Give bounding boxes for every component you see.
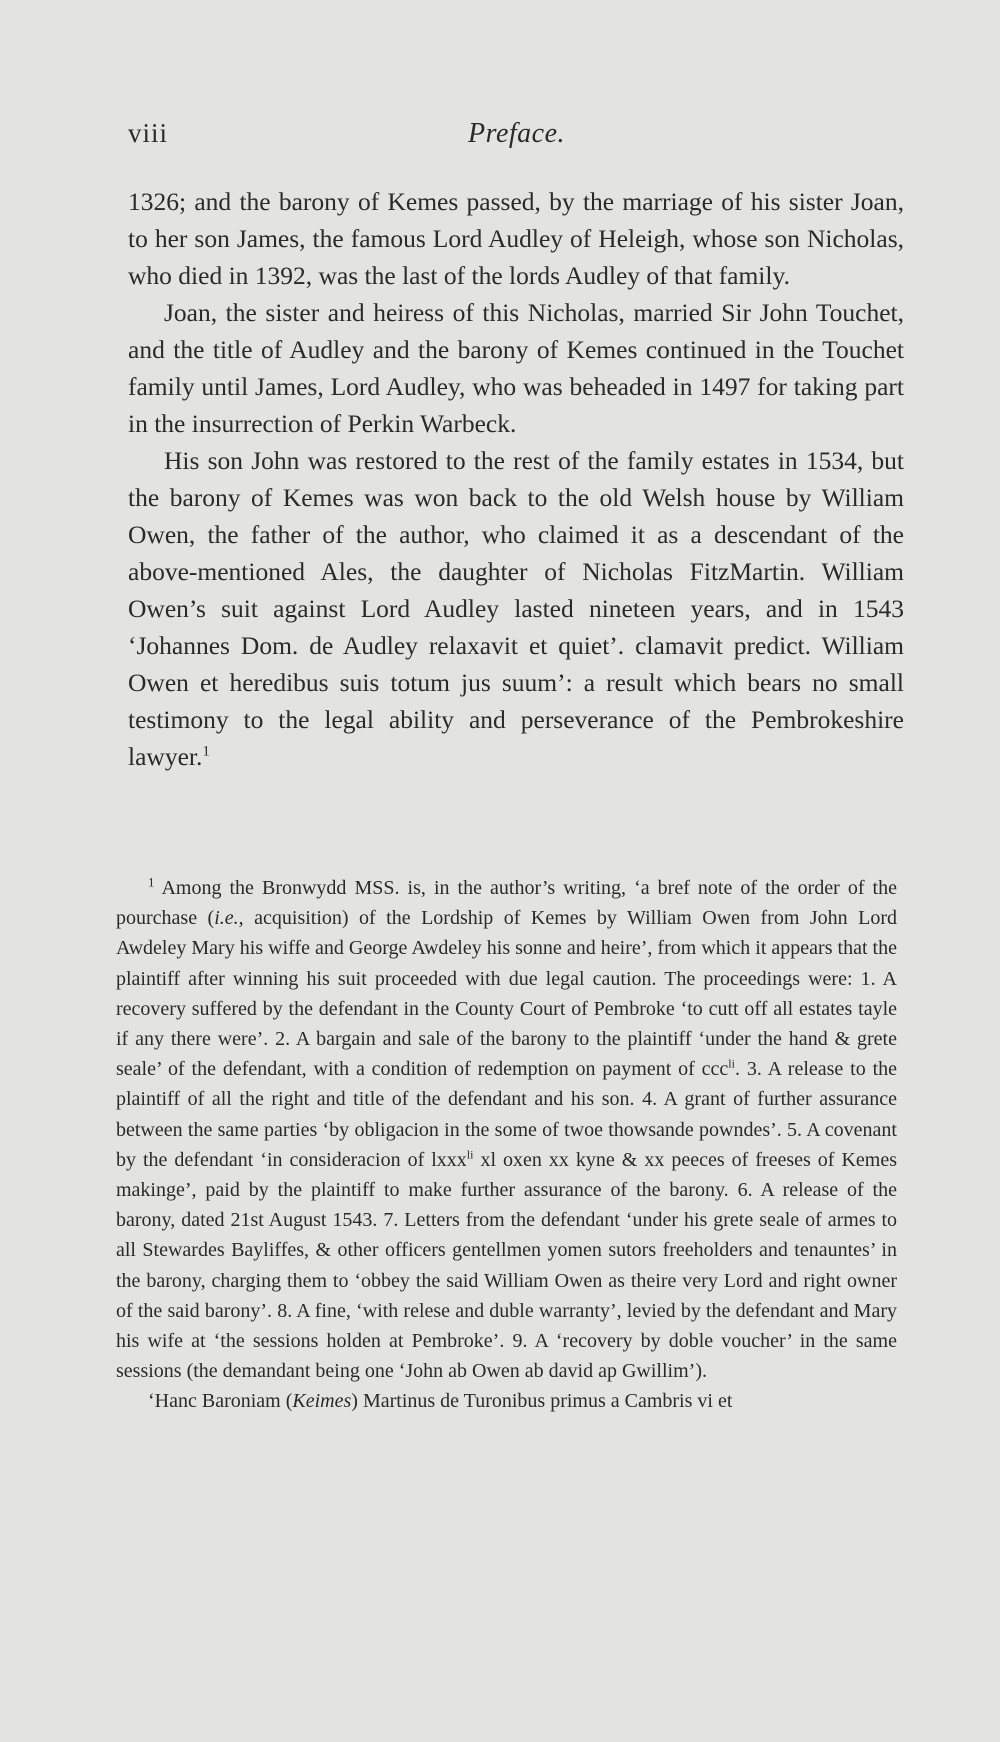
footnote-2-text-b: ) Martinus de Turonibus primus a Cambris vi et bbox=[351, 1390, 733, 1413]
footnote-1-text-b: , acquisition) of the Lordship of Kemes by William Owen from John Lord Awdeley Mary his wiffe and George Awdeley his sonne and heire’, from which it appears that the plaintiff after winning his suit proceeded with due legal caution. The proceedings were: 1. A recovery suffered by the defendant in the County Court of Pembroke ‘to cutt off all estates tayle if any there were’. 2. A bargain and sale of the barony to the plaintiff ‘under the hand & grete seale’ of the defendant, with a condition of redemption on payment of ccc bbox=[116, 907, 898, 1081]
footnote-1-sup-2: li bbox=[466, 1147, 474, 1162]
footnote-1 bbox=[116, 873, 897, 1386]
footnotes bbox=[116, 873, 897, 1417]
footnote-1-mark: 1 bbox=[148, 874, 155, 890]
page-header bbox=[128, 118, 908, 158]
main-text bbox=[128, 183, 904, 775]
paragraph-1-text: 1326; and the barony of Kemes passed, by the marriage of his sister Joan, to her son James, the famous Lord Audley of Heleigh, whose son Nicholas, who died in 1392, was the last of the lords Audley of that family. bbox=[128, 187, 904, 290]
footnote-2-keimes: Keimes bbox=[292, 1390, 352, 1413]
paragraph-1 bbox=[128, 183, 904, 294]
footnote-2-text-a: ‘Hanc Baroniam ( bbox=[148, 1390, 293, 1413]
footnote-1-sup-1: li bbox=[728, 1056, 735, 1071]
paragraph-3-text: His son John was restored to the rest of the family estates in 1534, but the barony of Kemes was won back to the old Welsh house by William Owen, the father of the author, who claimed it as a descendant of the above-mentioned Ales, the daughter of Nicholas FitzMartin. William Owen’s suit against Lord Audley lasted nineteen years, and in 1543 ‘Johannes Dom. de Audley relaxavit et quiet’. clamavit predict. William Owen et heredibus suis totum jus suum’: a result which bears no small testimony to the legal ability and perseverance of the Pembrokeshire lawyer. bbox=[128, 446, 904, 771]
footnote-2 bbox=[116, 1386, 897, 1416]
paragraph-3 bbox=[128, 442, 904, 775]
footnote-1-text-c: . 3. A release to the plaintiff of all the right and title of the defendant and his son. 4. A grant of further assurance between the same parties ‘by obligacion in the some of twoe thowsande powndes’. 5. A covenant by the defendant ‘in consideracion of lxxx bbox=[116, 1058, 897, 1171]
footnote-1-text-d: xl oxen xx kyne & xx peeces of freeses of Kemes makinge’, paid by the plaintiff to make further assurance of the barony. 6. A release of the barony, dated 21st August 1543. 7. Letters from the defendant ‘under his grete seale of armes to all Stewardes Bayliffes, & other officers gentellmen yomen sutors freeholders and tenauntes’ in the barony, charging them to ‘obbey the said William Owen as theire very Lord and right owner of the said barony’. 8. A fine, ‘with relese and duble warranty’, levied by the defendant and Mary his wife at ‘the sessions holden at Pembroke’. 9. A ‘recovery by doble voucher’ in the same sessions (the demandant being one ‘John ab Owen ab david ap Gwillim’). bbox=[116, 1148, 897, 1383]
footnote-1-ie: i.e. bbox=[214, 907, 239, 930]
page-number: viii bbox=[128, 118, 169, 148]
paragraph-2 bbox=[128, 294, 904, 442]
paragraph-2-text: Joan, the sister and heiress of this Nicholas, married Sir John Touchet, and the title of Audley and the barony of Kemes continued in the Touchet family until James, Lord Audley, who was beheaded in 1497 for taking part in the insurrection of Perkin Warbeck. bbox=[128, 298, 904, 438]
footnote-1-text-a: Among the Bronwydd MSS. is, in the author’s writing, ‘a bref note of the order of the pourchase ( bbox=[116, 877, 897, 930]
footnote-reference: 1 bbox=[202, 743, 210, 760]
running-head: Preface. bbox=[468, 118, 566, 149]
